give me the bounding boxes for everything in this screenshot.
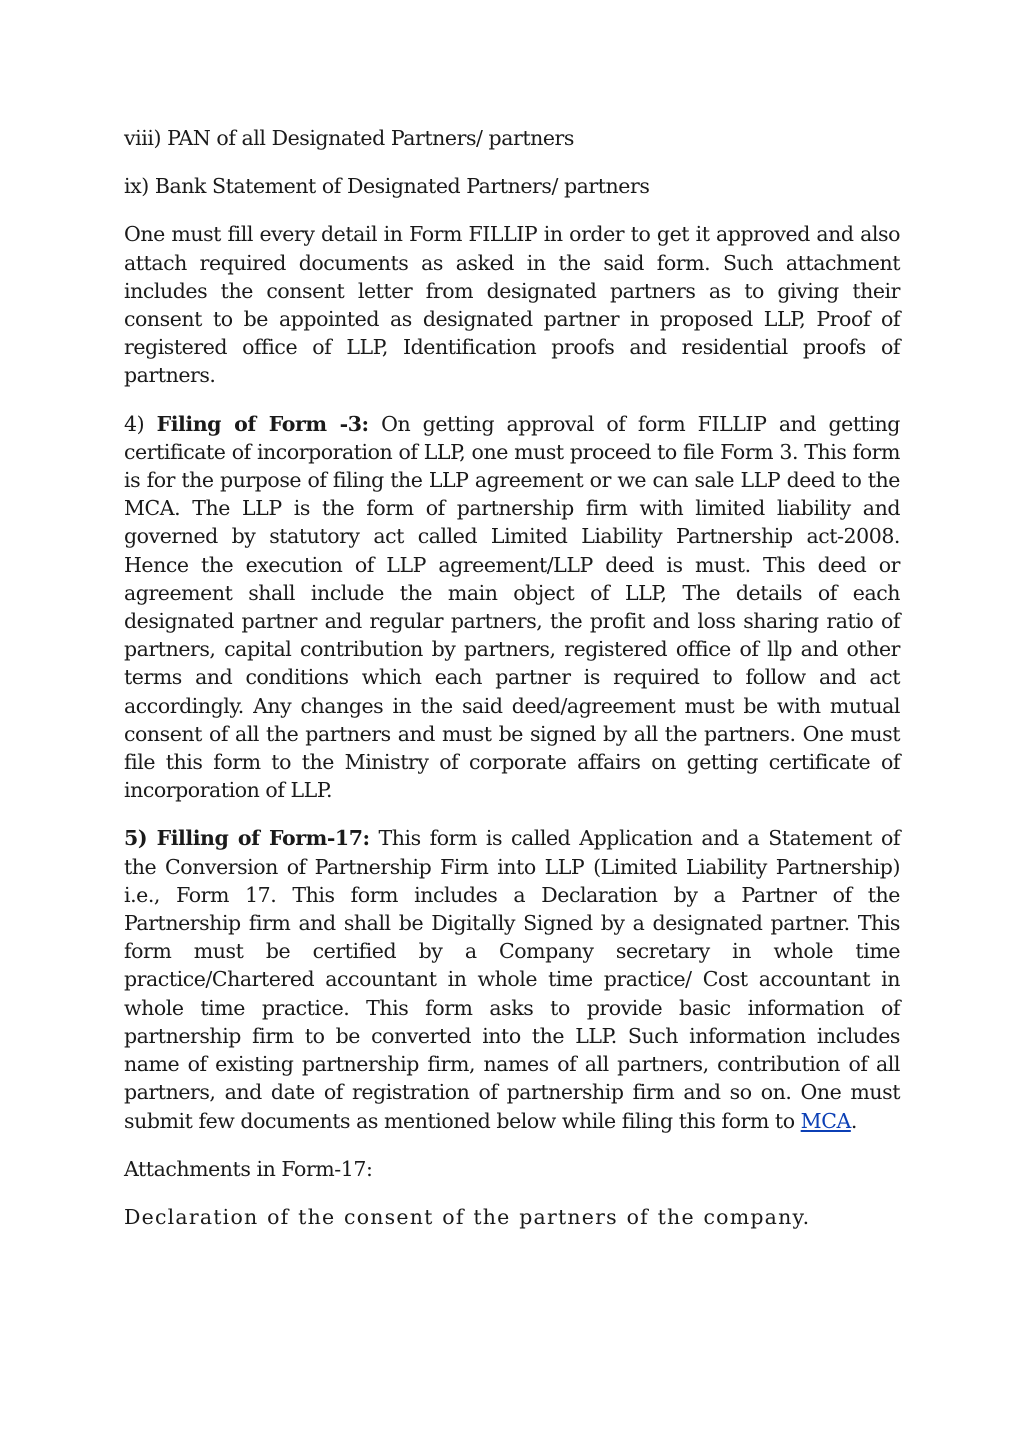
mca-link[interactable]: MCA bbox=[800, 1108, 851, 1133]
section-5-heading: 5) Filling of Form-17: bbox=[124, 826, 370, 851]
section-5-trailing: . bbox=[850, 1108, 857, 1133]
list-item-bank-statement: ix) Bank Statement of Designated Partners/ partners bbox=[124, 174, 650, 199]
section-4-number: 4) bbox=[124, 411, 157, 436]
list-item-pan: viii) PAN of all Designated Partners/ partners bbox=[124, 126, 574, 150]
paragraph-fillip: One must fill every detail in Form FILLIP in order to get it approved and also attach required documents as asked in the said form. Such attachment includes the consent letter from designated partners as to giving their consent to be appointed as designated partner in proposed LLP, Proof of registered office of LLP, Identification proofs and residential proofs of partners. bbox=[124, 222, 900, 388]
declaration-line: Declaration of the consent of the partners of the company. bbox=[124, 1204, 811, 1229]
document-page bbox=[124, 124, 900, 1251]
section-4-paragraph bbox=[124, 410, 900, 805]
section-4-heading: Filing of Form -3: bbox=[156, 411, 369, 436]
section-5-body: This form is called Application and a Statement of the Conversion of Partnership Firm into LLP (Limited Liability Partnership) i.e., Form 17. This form includes a Declaration by a Partner of the Partnership firm and shall be Digitally Signed by a designated partner. This form must be certified by a Company secretary in whole time practice/Chartered accountant in whole time practice/ Cost accountant in whole time practice. This form asks to provide basic information of partnership firm to be converted into the LLP. Such information includes name of existing partnership firm, names of all partners, contribution of all partners, and date of registration of partnership firm and so on. One must submit few documents as mentioned below while filing this form to bbox=[124, 826, 900, 1133]
section-5-paragraph bbox=[124, 824, 900, 1134]
section-4-body: On getting approval of form FILLIP and getting certificate of incorporation of LLP, one must proceed to file Form 3. This form is for the purpose of filing the LLP agreement or we can sale LLP deed to the MCA. The LLP is the form of partnership firm with limited liability and governed by statutory act called Limited Liability Partnership act-2008. Hence the execution of LLP agreement/LLP deed is must. This deed or agreement shall include the main object of LLP, The details of each designated partner and regular partners, the profit and loss sharing ratio of partners, capital contribution by partners, registered office of llp and other terms and conditions which each partner is required to follow and act accordingly. Any changes in the said deed/agreement must be with mutual consent of all the partners and must be signed by all the partners. One must file this form to the Ministry of corporate affairs on getting certificate of incorporation of LLP. bbox=[124, 411, 900, 803]
attachments-label: Attachments in Form-17: bbox=[124, 1156, 373, 1181]
